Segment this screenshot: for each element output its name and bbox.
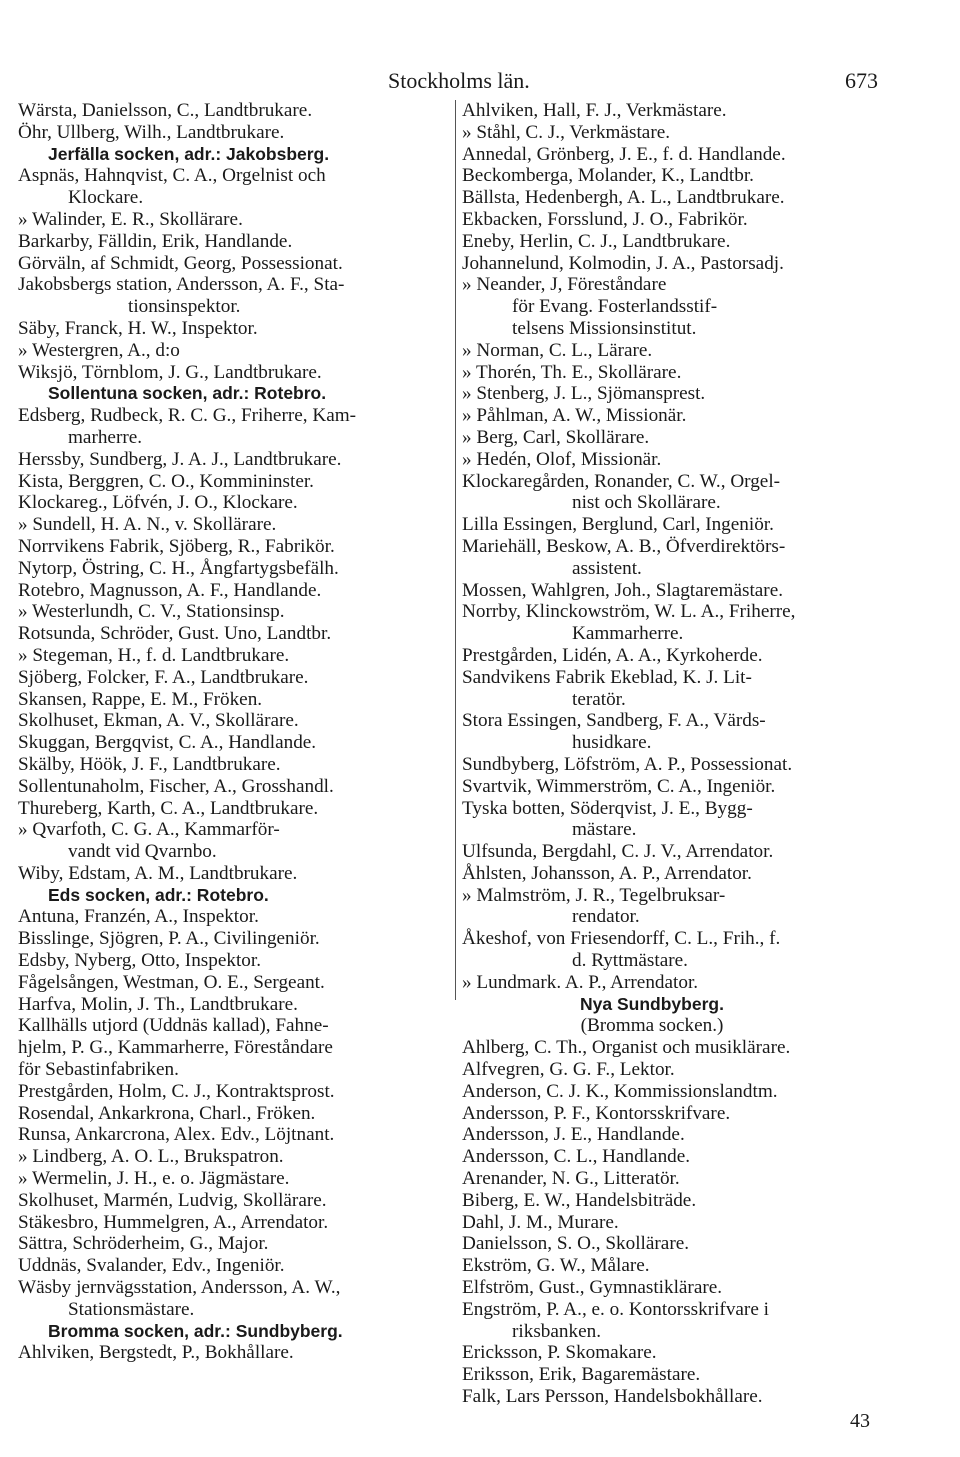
directory-entry: Öhr, Ullberg, Wilh., Landtbrukare.: [18, 121, 285, 143]
entry-continuation: telsens Missionsinstitut.: [512, 317, 697, 339]
directory-entry: Ulfsunda, Bergdahl, C. J. V., Arrendator.: [462, 841, 774, 863]
directory-entry: Eriksson, Erik, Bagaremästare.: [462, 1364, 701, 1386]
signature-mark: 43: [850, 1410, 870, 1432]
directory-entry: Danielsson, S. O., Skollärare.: [462, 1233, 690, 1255]
directory-entry: Mariehäll, Beskow, A. B., Öfverdirektörs-: [462, 535, 786, 557]
directory-entry: Herssby, Sundberg, J. A. J., Landtbrukare.: [18, 448, 342, 470]
entry-continuation: marherre.: [68, 426, 143, 448]
parish-heading: Jerfälla socken, adr.: Jakobsberg.: [48, 143, 330, 164]
directory-entry: Ekbacken, Forsslund, J. O., Fabrikör.: [462, 208, 748, 230]
directory-entry: Jakobsbergs station, Andersson, A. F., Sta-: [18, 274, 345, 296]
page-title: Stockholms län.: [388, 68, 530, 93]
parish-heading: Bromma socken, adr.: Sundbyberg.: [48, 1320, 343, 1341]
directory-entry: för Sebastinfabriken.: [18, 1059, 179, 1081]
column-divider: [455, 100, 456, 1000]
entry-continuation: assistent.: [572, 557, 642, 579]
directory-entry: Aspnäs, Hahnqvist, C. A., Orgelnist och: [18, 165, 326, 187]
directory-entry: » Walinder, E. R., Skollärare.: [18, 208, 243, 230]
directory-entry: Ahlviken, Hall, F. J., Verkmästare.: [462, 100, 727, 121]
directory-entry: Falk, Lars Persson, Handelsbokhållare.: [462, 1386, 763, 1408]
directory-entry: Thureberg, Karth, C. A., Landtbrukare.: [18, 797, 319, 819]
directory-entry: Edsberg, Rudbeck, R. C. G., Friherre, Kam-: [18, 405, 357, 427]
directory-entry: » Neander, J, Föreståndare: [462, 274, 667, 296]
directory-entry: Skuggan, Bergqvist, C. A., Handlande.: [18, 732, 317, 754]
directory-entry: Elfström, Gust., Gymnastiklärare.: [462, 1277, 723, 1299]
directory-entry: Mossen, Wahlgren, Joh., Slagtaremästare.: [462, 579, 784, 601]
directory-entry: Rosendal, Ankarkrona, Charl., Fröken.: [18, 1102, 316, 1124]
directory-entry: Görväln, af Schmidt, Georg, Possessionat.: [18, 252, 343, 274]
directory-entry: Arenander, N. G., Litteratör.: [462, 1168, 680, 1190]
entry-continuation: mästare.: [572, 819, 637, 841]
directory-entry: Kista, Berggren, C. O., Kommininster.: [18, 470, 314, 492]
directory-entry: Skolhuset, Ekman, A. V., Skollärare.: [18, 710, 299, 732]
directory-entry: Rotebro, Magnusson, A. F., Handlande.: [18, 579, 322, 601]
entry-continuation: för Evang. Fosterlandsstif-: [512, 296, 718, 318]
directory-entry: » Norman, C. L., Lärare.: [462, 339, 653, 361]
directory-entry: » Sundell, H. A. N., v. Skollärare.: [18, 514, 277, 536]
entry-continuation: d. Ryttmästare.: [572, 950, 688, 972]
directory-entry: Andersson, C. L., Handlande.: [462, 1146, 691, 1168]
entry-continuation: nist och Skollärare.: [572, 492, 721, 514]
directory-entry: Johannelund, Kolmodin, J. A., Pastorsadj.: [462, 252, 784, 274]
directory-entry: Stora Essingen, Sandberg, F. A., Värds-: [462, 710, 766, 732]
directory-entry: » Hedén, Olof, Missionär.: [462, 448, 662, 470]
directory-entry: Lilla Essingen, Berglund, Carl, Ingeniör.: [462, 514, 774, 536]
directory-entry: Fågelsången, Westman, O. E., Sergeant.: [18, 971, 325, 993]
directory-entry: » Påhlman, A. W., Missionär.: [462, 405, 687, 427]
parish-heading: Eds socken, adr.: Rotebro.: [48, 884, 269, 905]
directory-entry: Norrby, Klinckowström, W. L. A., Friherre,: [462, 601, 796, 623]
directory-entry: Wiby, Edstam, A. M., Landtbrukare.: [18, 862, 298, 884]
directory-entry: Skolhuset, Marmén, Ludvig, Skollärare.: [18, 1189, 327, 1211]
directory-entry: Ahlviken, Bergstedt, P., Bokhållare.: [18, 1342, 294, 1364]
directory-entry: Edsby, Nyberg, Otto, Inspektor.: [18, 950, 262, 972]
page-header: [18, 68, 878, 96]
directory-entry: Åkeshof, von Friesendorff, C. L., Frih., f.: [462, 928, 781, 950]
directory-entry: Engström, P. A., e. o. Kontorsskrifvare i: [462, 1298, 769, 1320]
parish-heading: Sollentuna socken, adr.: Rotebro.: [48, 383, 327, 404]
directory-entry: » Wermelin, J. H., e. o. Jägmästare.: [18, 1168, 290, 1190]
directory-entry: Antuna, Franzén, A., Inspektor.: [18, 906, 259, 928]
directory-entry: Harfva, Molin, J. Th., Landtbrukare.: [18, 993, 298, 1015]
directory-entry: Sandvikens Fabrik Ekeblad, K. J. Lit-: [462, 666, 752, 688]
directory-entry: Ahlberg, C. Th., Organist och musiklärare.: [462, 1037, 791, 1059]
directory-entry: Sjöberg, Folcker, F. A., Landtbrukare.: [18, 666, 309, 688]
entry-continuation: Stationsmästare.: [68, 1298, 195, 1320]
entry-continuation: vandt vid Qvarnbo.: [68, 841, 217, 863]
directory-entry: Åhlsten, Johansson, A. P., Arrendator.: [462, 862, 752, 884]
directory-entry: » Westergren, A., d:o: [18, 339, 180, 361]
directory-entry: Andersson, P. F., Kontorsskrifvare.: [462, 1102, 731, 1124]
directory-entry: Sättra, Schröderheim, G., Major.: [18, 1233, 269, 1255]
directory-entry: Skälby, Höök, J. F., Landtbrukare.: [18, 753, 281, 775]
entry-continuation: Kammarherre.: [572, 623, 684, 645]
directory-entry: Prestgården, Lidén, A. A., Kyrkoherde.: [462, 644, 763, 666]
directory-entry: Bisslinge, Sjögren, P. A., Civilingeniör.: [18, 928, 320, 950]
directory-entry: » Lindberg, A. O. L., Brukspatron.: [18, 1146, 284, 1168]
directory-entry: Ekström, G. W., Målare.: [462, 1255, 650, 1277]
directory-entry: Dahl, J. M., Murare.: [462, 1211, 619, 1233]
directory-entry: » Stegeman, H., f. d. Landtbrukare.: [18, 644, 290, 666]
directory-entry: » Lundmark. A. P., Arrendator.: [462, 971, 699, 993]
directory-entry: Wärsta, Danielsson, C., Landtbrukare.: [18, 100, 313, 121]
entry-continuation: teratör.: [572, 688, 626, 710]
directory-entry: Prestgården, Holm, C. J., Kontraktsprost.: [18, 1080, 335, 1102]
directory-entry: Klockaregården, Ronander, C. W., Orgel-: [462, 470, 781, 492]
directory-entry: Runsa, Ankarcrona, Alex. Edv., Löjtnant.: [18, 1124, 335, 1146]
page-number: 673: [845, 68, 878, 93]
directory-entry: Uddnäs, Svalander, Edv., Ingeniör.: [18, 1255, 285, 1277]
directory-entry: Sundbyberg, Löfström, A. P., Possessionat.: [462, 753, 793, 775]
directory-entry: Ericksson, P. Skomakare.: [462, 1342, 657, 1364]
directory-entry: Klockareg., Löfvén, J. O., Klockare.: [18, 492, 298, 514]
directory-entry: Kallhälls utjord (Uddnäs kallad), Fahne-: [18, 1015, 329, 1037]
directory-entry: Rotsunda, Schröder, Gust. Uno, Landtbr.: [18, 623, 332, 645]
directory-entry: Biberg, E. W., Handelsbiträde.: [462, 1189, 697, 1211]
directory-entry: Skansen, Rappe, E. M., Fröken.: [18, 688, 263, 710]
directory-entry: Norrvikens Fabrik, Sjöberg, R., Fabrikör.: [18, 535, 335, 557]
directory-entry: Svartvik, Wimmerström, C. A., Ingeniör.: [462, 775, 776, 797]
entry-continuation: rendator.: [572, 906, 640, 928]
directory-entry: Säby, Franck, H. W., Inspektor.: [18, 317, 258, 339]
entry-continuation: tionsinspektor.: [128, 296, 241, 318]
directory-entry: » Berg, Carl, Skollärare.: [462, 426, 650, 448]
directory-entry: Wäsby jernvägsstation, Andersson, A. W.,: [18, 1277, 341, 1299]
directory-entry: » Stenberg, J. L., Sjömansprest.: [462, 383, 706, 405]
right-column: [462, 100, 902, 1408]
directory-entry: Andersson, J. E., Handlande.: [462, 1124, 685, 1146]
directory-entry: Beckomberga, Molander, K., Landtbr.: [462, 165, 754, 187]
left-column: [18, 100, 458, 1364]
directory-entry: Bällsta, Hedenbergh, A. L., Landtbrukare.: [462, 187, 785, 209]
directory-entry: Wiksjö, Törnblom, J. G., Landtbrukare.: [18, 361, 322, 383]
parish-subheading: (Bromma socken.): [580, 1015, 724, 1037]
directory-entry: » Ståhl, C. J., Verkmästare.: [462, 121, 671, 143]
directory-entry: » Qvarfoth, C. G. A., Kammarför-: [18, 819, 280, 841]
directory-entry: Anderson, C. J. K., Kommissionslandtm.: [462, 1080, 778, 1102]
directory-entry: Tyska botten, Söderqvist, J. E., Bygg-: [462, 797, 753, 819]
directory-entry: » Malmström, J. R., Tegelbruksar-: [462, 884, 726, 906]
directory-entry: Eneby, Herlin, C. J., Landtbrukare.: [462, 230, 731, 252]
entry-continuation: Klockare.: [68, 187, 144, 209]
entry-continuation: riksbanken.: [512, 1320, 601, 1342]
directory-entry: Stäkesbro, Hummelgren, A., Arrendator.: [18, 1211, 329, 1233]
directory-entry: Nytorp, Östring, C. H., Ångfartygsbefälh.: [18, 557, 339, 579]
directory-entry: Sollentunaholm, Fischer, A., Grosshandl.: [18, 775, 334, 797]
entry-continuation: husidkare.: [572, 732, 652, 754]
directory-entry: Barkarby, Fälldin, Erik, Handlande.: [18, 230, 293, 252]
directory-entry: Alfvegren, G. G. F., Lektor.: [462, 1059, 675, 1081]
directory-entry: hjelm, P. G., Kammarherre, Föreståndare: [18, 1037, 333, 1059]
directory-entry: Annedal, Grönberg, J. E., f. d. Handlande.: [462, 143, 786, 165]
directory-entry: » Thorén, Th. E., Skollärare.: [462, 361, 682, 383]
directory-entry: » Westerlundh, C. V., Stationsinsp.: [18, 601, 285, 623]
parish-heading: Nya Sundbyberg.: [580, 993, 724, 1014]
